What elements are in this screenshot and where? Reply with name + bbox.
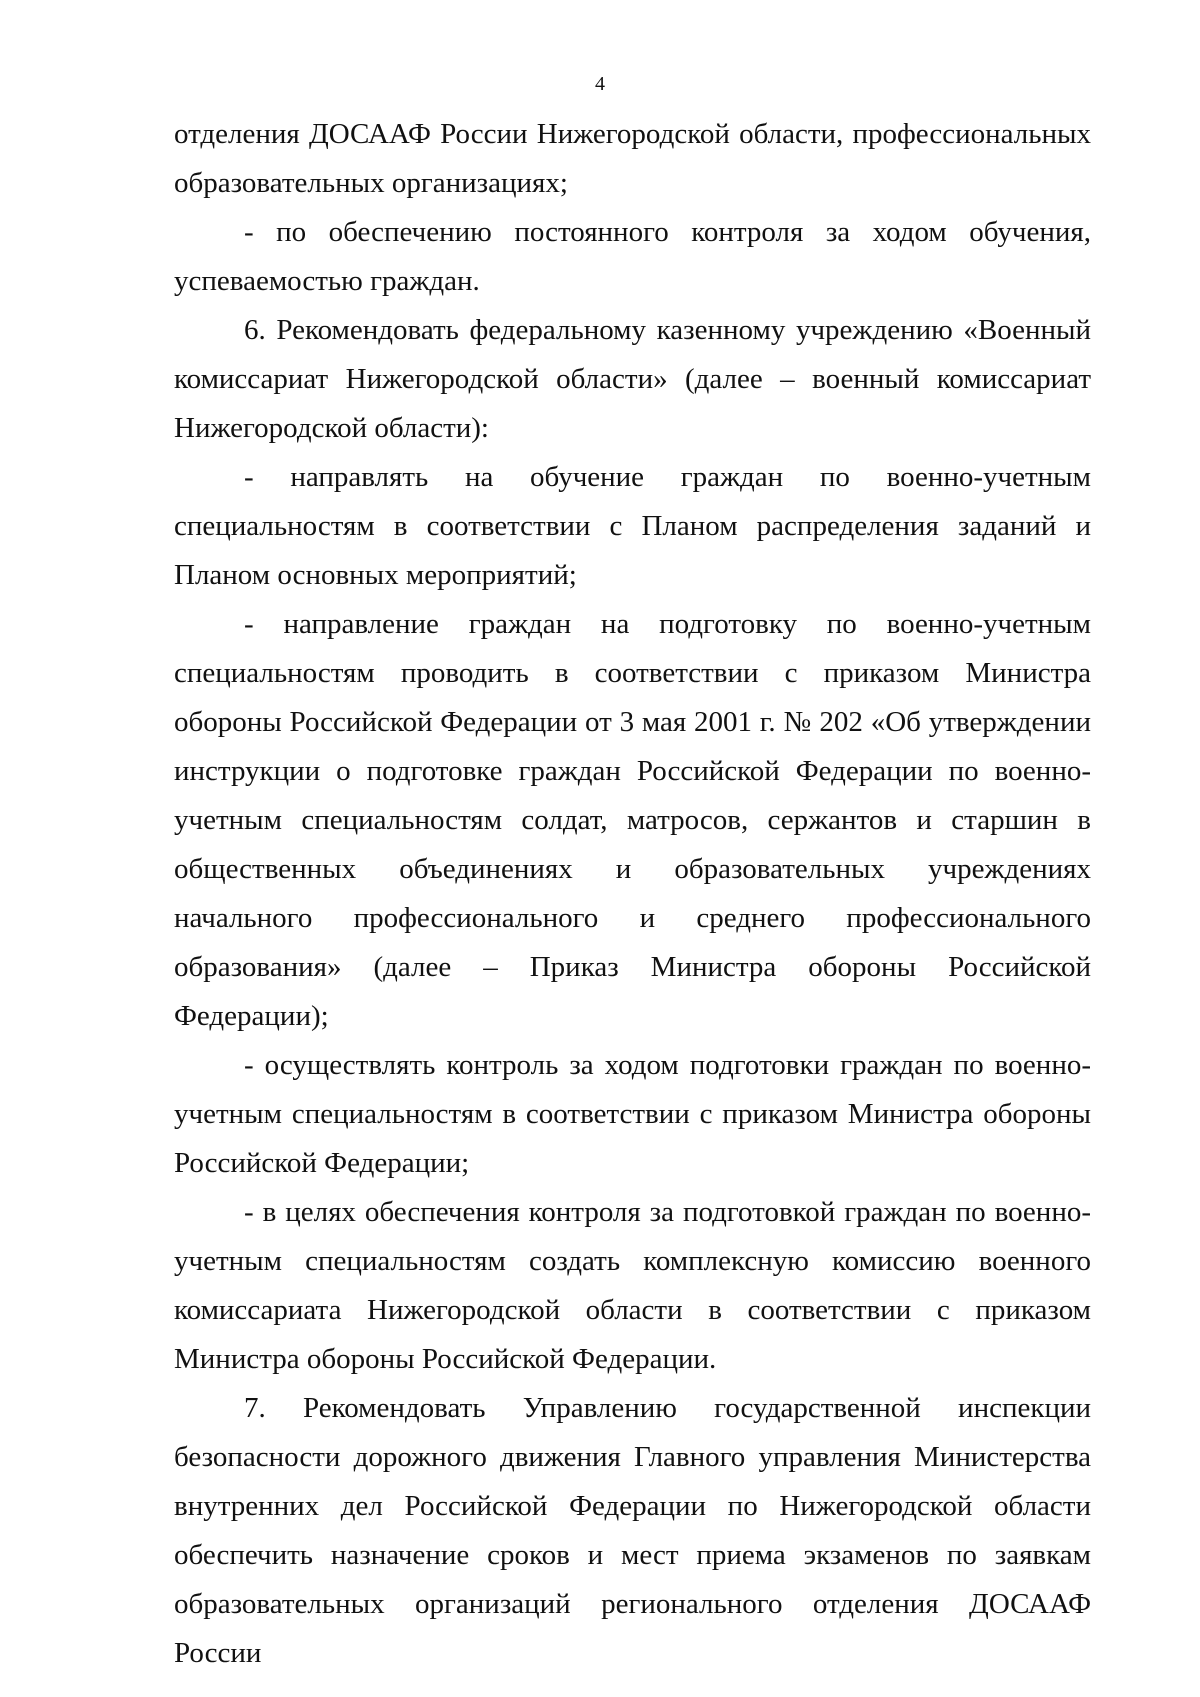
paragraph-direction-citizens: - направление граждан на подготовку по военно-учетным специальностям проводить в соответствии с приказом Министра обороны Российской Федерации от 3 мая 2001 г. № 202 «Об утверждении инструкции о подготовке граждан Российской Федерации по военно-учетным специальностям солдат, матросов, сержантов и старшин в общественных объединениях и образовательных учреждениях начального профессионального и среднего профессионального образования» (далее – Приказ Министра обороны Российской Федерации);: [174, 608, 1091, 1032]
document-body: [174, 110, 1091, 1678]
page-number: 4: [595, 73, 605, 95]
paragraph-continuation: отделения ДОСААФ России Нижегородской области, профессиональных образовательных организациях;: [174, 118, 1091, 199]
paragraph-item-7: 7. Рекомендовать Управлению государственной инспекции безопасности дорожного движения Главного управления Министерства внутренних дел Российской Федерации по Нижегородской области обеспечить назначение сроков и мест приема экзаменов по заявкам образовательных организаций регионального отделения ДОСААФ России: [174, 1392, 1091, 1669]
paragraph-exercise-control: - осуществлять контроль за ходом подготовки граждан по военно-учетным специальностям в соответствии с приказом Министра обороны Российской Федерации;: [174, 1049, 1091, 1179]
paragraph-direct-training: - направлять на обучение граждан по военно-учетным специальностям в соответствии с Планом распределения заданий и Планом основных мероприятий;: [174, 461, 1091, 591]
paragraph-commission: - в целях обеспечения контроля за подготовкой граждан по военно-учетным специальностям создать комплексную комиссию военного комиссариата Нижегородской области в соответствии с приказом Министра обороны Российской Федерации.: [174, 1196, 1091, 1375]
paragraph-item-6: 6. Рекомендовать федеральному казенному учреждению «Военный комиссариат Нижегородской области» (далее – военный комиссариат Нижегородской области):: [174, 314, 1091, 444]
paragraph-control-item: - по обеспечению постоянного контроля за ходом обучения, успеваемостью граждан.: [174, 216, 1091, 297]
